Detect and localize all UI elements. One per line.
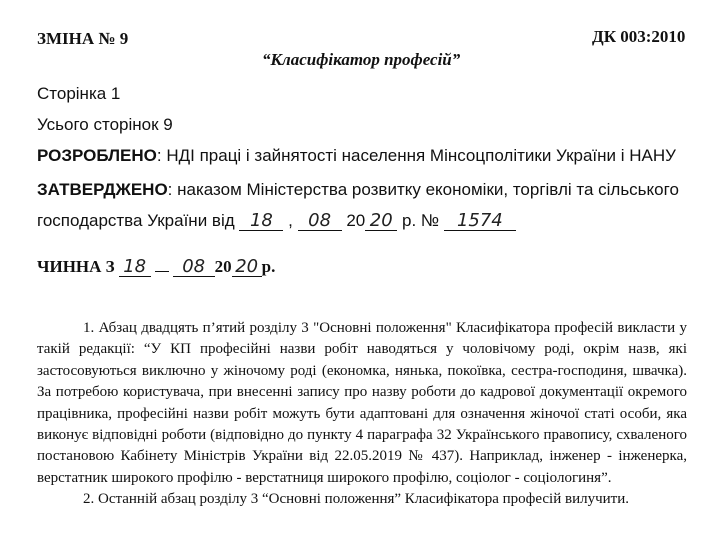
approved-year-tail: р. № (401, 211, 440, 230)
effective-year-prefix: 20 (214, 257, 232, 276)
effective-gap (155, 271, 169, 272)
approved-order-number: 1574 (444, 212, 516, 231)
approved-day: 18 (239, 212, 283, 231)
approved-text: : наказом Міністерства розвитку економіки, торгівлі та сільського (167, 180, 679, 199)
page-number: Сторінка 1 (37, 84, 121, 103)
approved-month: 08 (298, 212, 342, 231)
approved-label: ЗАТВЕРДЖЕНО (37, 180, 168, 199)
effective-label: ЧИННА З (37, 257, 115, 276)
effective-line (37, 257, 275, 277)
approved-day-sep: , (288, 211, 293, 230)
total-pages: Усього сторінок 9 (37, 115, 173, 134)
effective-month: 08 (173, 258, 215, 277)
amendment-body (37, 318, 687, 511)
approved-year-prefix: 20 (346, 211, 366, 230)
effective-year-tail: р. (261, 257, 276, 276)
document-title: “Класифікатор професій” (262, 50, 461, 69)
amendment-paragraph-2: 2. Останній абзац розділу 3 “Основні положення” Класифікатора професій вилучити. (83, 491, 629, 508)
approved-year-suffix: 20 (365, 212, 397, 231)
amendment-paragraph-1: 1. Абзац двадцять п’ятий розділу 3 "Основні положення" Класифікатора професій викласти у такій редакції: “У КП професійні назви робіт наводяться у чоловічому роді, окрім назв, які застосовуються виключно у жіночому роді (економка, нянька, покоївка, сестра-господиня, швачка). За потребою користувача, при внесенні запису про назву роботи до кадрової документації окремого працівника, професійні назви робіт можуть бути адаптовані для означення жіночої статі особи, яка виконує відповідні роботи (відповідно до пункту 4 параграфа 32 Українського правопису, схваленого постановою Кабінету Міністрів України від 22.05.2019 № 437). Наприклад, інженер - інженерка, верстатник широкого профілю - верстатниця широкого профілю, соціолог - соціологиня”. (37, 320, 687, 486)
approved-line-1 (37, 180, 679, 200)
approved-prefix: господарства України від (37, 211, 235, 230)
effective-year-suffix: 20 (232, 258, 262, 277)
developed-line (37, 146, 676, 166)
classifier-code: ДК 003:2010 (592, 27, 686, 46)
approved-line-2 (37, 211, 516, 231)
amendment-number: ЗМІНА № 9 (37, 29, 129, 48)
developed-label: РОЗРОБЛЕНО (37, 146, 157, 165)
effective-day: 18 (119, 258, 151, 277)
developed-text: : НДІ праці і зайнятості населення Мінсоцполітики України і НАНУ (156, 146, 676, 165)
